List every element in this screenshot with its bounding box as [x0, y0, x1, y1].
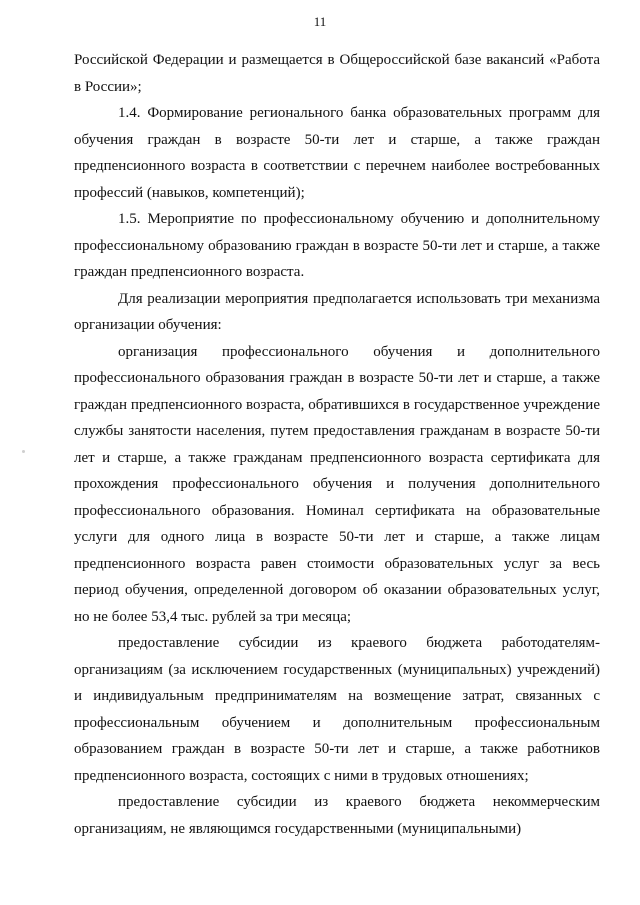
paragraph-mechanisms-intro: Для реализации мероприятия предполагается использовать три механизма организации обучения: [74, 290, 600, 333]
paragraph-item-1-5: 1.5. Мероприятие по профессиональному обучению и дополнительному профессиональному образованию граждан в возрасте 50-ти лет и старше, а также граждан предпенсионного возраста. [74, 211, 600, 280]
paragraph-continuation: Российской Федерации и размещается в Общероссийской базе вакансий «Работа в России»; [74, 52, 600, 95]
paragraph-mechanism-certificate: организация профессионального обучения и дополнительного профессионального образования граждан в возрасте 50-ти лет и старше, а также граждан предпенсионного возраста, обратившихся в государственное учреждение службы занятости населения, путем предоставления гражданам в возрасте 50-ти лет и старше, а также гражданам предпенсионного возраста сертификата для прохождения профессионального обучения и получения дополнительного профессионального образования. Номинал сертификата на образовательные услуги для одного лица в возрасте 50-ти лет и старше, а также лицам предпенсионного возраста равен стоимости образовательных услуг за весь период обучения, определенной договором об оказании образовательных услуг, но не более 53,4 тыс. рублей за три месяца; [74, 343, 600, 625]
paragraph-mechanism-nonprofit-subsidy: предоставление субсидии из краевого бюджета некоммерческим организациям, не являющимся государственными (муниципальными) [74, 794, 600, 837]
scan-speck [22, 450, 25, 453]
paragraph-mechanism-employer-subsidy: предоставление субсидии из краевого бюджета работодателям-организациям (за исключением государственных (муниципальных) учреждений) и индивидуальным предпринимателям на возмещение затрат, связанных с профессиональным обучением и дополнительным профессиональным образованием граждан в возрасте 50-ти лет и старше, а также работников предпенсионного возраста, состоящих с ними в трудовых отношениях; [74, 635, 600, 784]
paragraph-item-1-4: 1.4. Формирование регионального банка образовательных программ для обучения граждан в возрасте 50-ти лет и старше, а также граждан предпенсионного возраста в соответствии с перечнем наиболее востребованных профессий (навыков, компетенций); [74, 105, 600, 201]
page-number: 11 [313, 14, 327, 29]
document-body [74, 47, 600, 842]
